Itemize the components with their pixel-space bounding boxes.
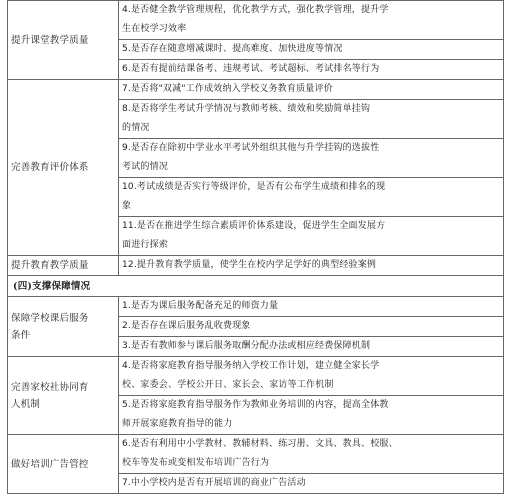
item-cell: 11.是否在推进学生综合素质评价体系建设，促进学生全面发展方 面进行探索 (119, 217, 504, 256)
item-cell: 8.是否将学生考试升学情况与教师考核、绩效和奖励简单挂钩 的情况 (119, 100, 504, 139)
item-cell: 6.是否有提前结课备考、违规考试、考试超标、考试排名等行为 (119, 60, 504, 80)
section-row (8, 276, 504, 297)
table-row (8, 80, 504, 100)
category-cell: 保障学校课后服务 条件 (8, 297, 119, 357)
evaluation-table-page (7, 0, 503, 489)
category-cell: 做好培训广告管控 (8, 435, 119, 494)
table-row (8, 297, 504, 317)
table-row (8, 357, 504, 396)
item-cell: 1.是否为课后服务配备充足的师资力量 (119, 297, 504, 317)
category-cell: 完善教育评价体系 (8, 80, 119, 256)
item-cell: 4.是否健全教学管理规程，优化教学方式，强化教学管理，提升学 生在校学习效率 (119, 1, 504, 40)
item-cell: 12.提升教育教学质量，使学生在校内学足学好的典型经验案例 (119, 256, 504, 276)
category-cell: 完善家校社协同育 人机制 (8, 357, 119, 435)
section-heading: (四)支撑保障情况 (8, 276, 504, 297)
table-row (8, 435, 504, 474)
item-cell: 2.是否存在课后服务乱收费现象 (119, 317, 504, 337)
item-cell: 5.是否存在随意增减课时、提高难度、加快进度等情况 (119, 40, 504, 60)
item-cell: 9.是否存在除初中学业水平考试外组织其他与升学挂钩的选拔性 考试的情况 (119, 139, 504, 178)
item-cell: 4.是否将家庭教育指导服务纳入学校工作计划，建立健全家长学 校、家委会、学校公开日、家长会、家访等工作机制 (119, 357, 504, 396)
table-row (8, 1, 504, 40)
category-cell: 提升课堂教学质量 (8, 1, 119, 80)
item-cell: 5.是否将家庭教育指导服务作为教师业务培训的内容，提高全体教 师开展家庭教育指导的能力 (119, 396, 504, 435)
item-cell: 10.考试成绩是否实行等级评价，是否有公布学生成绩和排名的现 象 (119, 178, 504, 217)
item-cell: 3.是否有教师参与课后服务取酬分配办法或相应经费保障机制 (119, 337, 504, 357)
item-cell: 6.是否有利用中小学教材、教辅材料、练习册、文具、教具、校服、 校车等发布或变相发布培训广告行为 (119, 435, 504, 474)
evaluation-table (7, 0, 504, 494)
item-cell: 7.是否将"双减"工作成效纳入学校义务教育质量评价 (119, 80, 504, 100)
item-cell: 7.中小学校内是否有开展培训的商业广告活动 (119, 474, 504, 494)
table-row (8, 256, 504, 276)
category-cell: 提升教育教学质量 (8, 256, 119, 276)
